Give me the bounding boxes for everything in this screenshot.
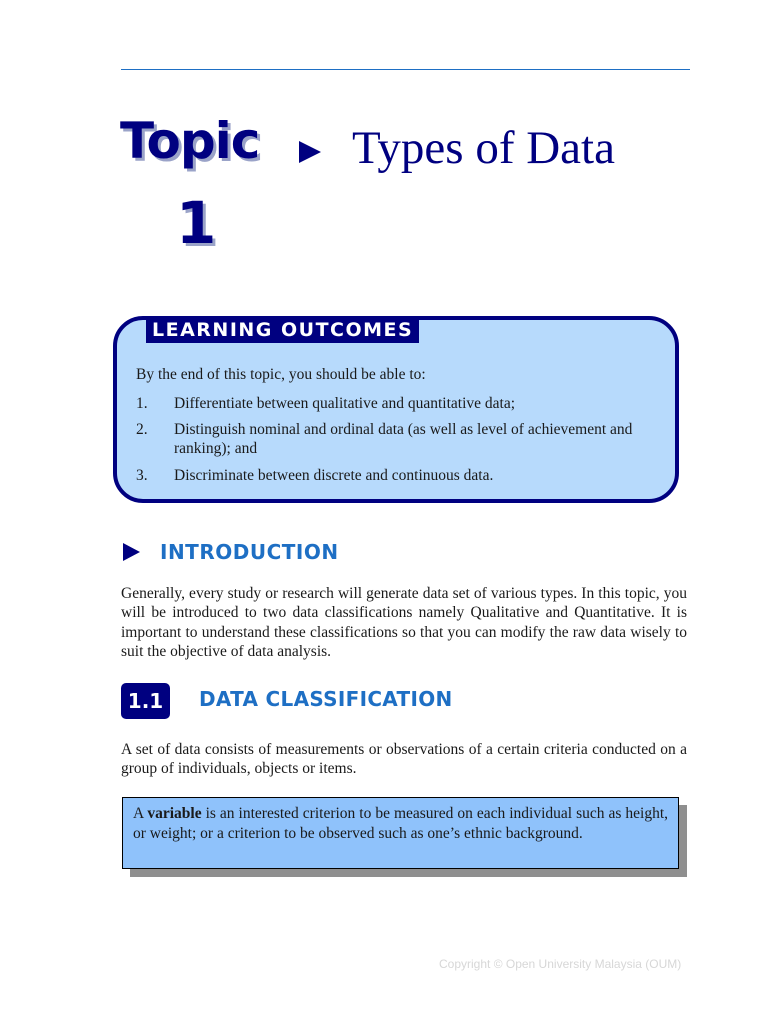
introduction-heading: INTRODUCTION [160, 540, 339, 564]
learning-outcomes-intro: By the end of this topic, you should be able to: [136, 366, 426, 383]
topic-number: 1 [176, 189, 217, 257]
outcome-number: 3. [136, 467, 148, 484]
outcome-text: Distinguish nominal and ordinal data (as well as level of achievement and ranking); and [174, 421, 633, 457]
definition-prefix: A [133, 805, 148, 822]
outcome-text: Differentiate between qualitative and quantitative data; [174, 395, 515, 412]
header-rule [121, 69, 690, 70]
outcome-number: 2. [136, 421, 148, 438]
topic-label: Topic [120, 112, 260, 170]
definition-text: is an interested criterion to be measured on each individual such as height, or weight; or a criterion to be observed such as one’s ethnic background. [133, 805, 669, 842]
play-arrow-icon [299, 141, 321, 163]
learning-outcomes-label: LEARNING OUTCOMES [146, 317, 419, 343]
introduction-paragraph: Generally, every study or research will generate data set of various types. In this topic, you will be introduced to two data classifications namely Qualitative and Quantitative. It is important to understand these classifications so that you can modify the raw data wisely to suit the objective of data analysis. [121, 585, 687, 660]
copyright-notice: Copyright © Open University Malaysia (OUM) [439, 957, 682, 971]
section-number-badge: 1.1 [121, 683, 170, 719]
section-title: DATA CLASSIFICATION [199, 687, 453, 711]
outcome-text: Discriminate between discrete and continuous data. [174, 467, 494, 484]
definition-term: variable [147, 805, 202, 822]
definition-box [122, 797, 679, 869]
page-title: Types of Data [352, 122, 615, 174]
outcome-number: 1. [136, 395, 148, 412]
play-arrow-icon [123, 543, 140, 561]
section-paragraph: A set of data consists of measurements or observations of a certain criteria conducted on a group of individuals, objects or items. [121, 741, 687, 778]
